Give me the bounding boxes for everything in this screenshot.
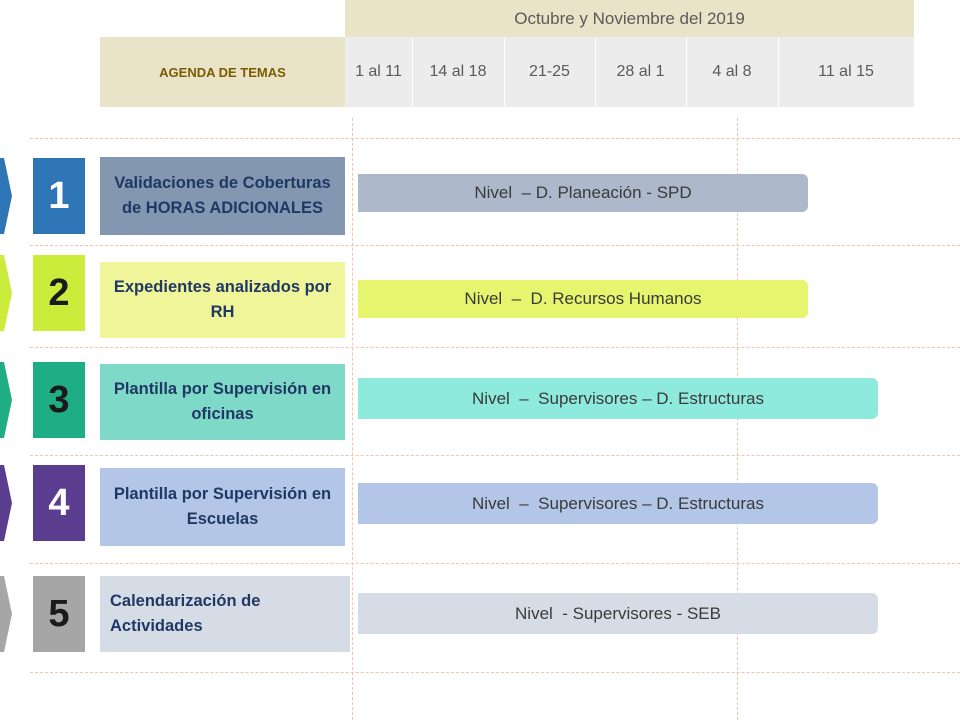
row-2-bar: Nivel – D. Recursos Humanos <box>358 280 808 318</box>
week-separator <box>686 37 687 107</box>
row-5-arrow-icon <box>0 576 12 652</box>
week-header-5: 4 al 8 <box>686 37 778 107</box>
row-4-bar: Nivel – Supervisores – D. Estructuras <box>358 483 878 524</box>
row-3-arrow-icon <box>0 362 12 438</box>
header-month-label: Octubre y Noviembre del 2019 <box>345 0 914 37</box>
row-1-number: 1 <box>33 158 85 234</box>
grid-line-horizontal <box>30 563 960 564</box>
row-5-number: 5 <box>33 576 85 652</box>
row-2-number: 2 <box>33 255 85 331</box>
row-3-bar: Nivel – Supervisores – D. Estructuras <box>358 378 878 419</box>
week-header-6: 11 al 15 <box>778 37 914 107</box>
grid-line-horizontal <box>30 672 960 673</box>
week-separator <box>778 37 779 107</box>
week-header-3: 21-25 <box>504 37 595 107</box>
row-4-arrow-icon <box>0 465 12 541</box>
row-4-number: 4 <box>33 465 85 541</box>
row-1-topic: Validaciones de Coberturas de HORAS ADICIONALES <box>100 157 345 235</box>
week-header-1: 1 al 11 <box>345 37 412 107</box>
week-header-4: 28 al 1 <box>595 37 686 107</box>
grid-line-horizontal <box>30 455 960 456</box>
row-2-topic: Expedientes analizados por RH <box>100 262 345 338</box>
week-separator <box>412 37 413 107</box>
grid-line-horizontal <box>30 347 960 348</box>
row-1-arrow-icon <box>0 158 12 234</box>
row-3-number: 3 <box>33 362 85 438</box>
row-5-bar: Nivel - Supervisores - SEB <box>358 593 878 634</box>
week-header-2: 14 al 18 <box>412 37 504 107</box>
row-5-topic: Calendarización de Actividades <box>100 576 350 652</box>
week-separator <box>595 37 596 107</box>
header-agenda-label: AGENDA DE TEMAS <box>100 37 345 107</box>
grid-line-horizontal <box>30 245 960 246</box>
row-4-topic: Plantilla por Supervisión en Escuelas <box>100 468 345 546</box>
grid-line-horizontal <box>30 138 960 139</box>
row-1-bar: Nivel – D. Planeación - SPD <box>358 174 808 212</box>
grid-line-vertical <box>352 118 353 720</box>
row-3-topic: Plantilla por Supervisión en oficinas <box>100 364 345 440</box>
week-separator <box>504 37 505 107</box>
row-2-arrow-icon <box>0 255 12 331</box>
